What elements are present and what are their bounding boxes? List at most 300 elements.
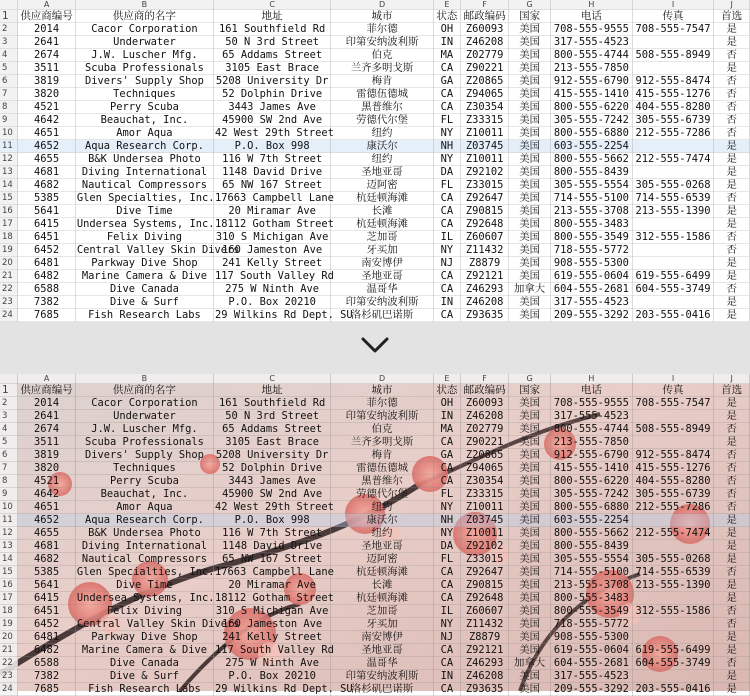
data-cell[interactable]: Z03745 — [461, 140, 509, 153]
data-cell[interactable]: Z92648 — [461, 218, 509, 231]
data-cell[interactable]: Cacor Corporation — [75, 23, 213, 36]
data-cell[interactable]: CA — [433, 218, 460, 231]
data-cell[interactable]: 是 — [714, 592, 750, 605]
data-cell[interactable]: 212-555-7474 — [632, 153, 714, 166]
data-cell[interactable]: 800-555-4744 — [551, 423, 633, 436]
data-cell[interactable]: Amor Aqua — [75, 127, 213, 140]
data-cell[interactable]: Z30354 — [461, 101, 509, 114]
data-cell[interactable]: 否 — [714, 618, 750, 631]
data-cell[interactable]: 杭廷顿海滩 — [331, 192, 434, 205]
data-cell[interactable]: 菲尔德 — [331, 23, 434, 36]
data-cell[interactable]: Z90221 — [461, 62, 509, 75]
data-cell[interactable]: 2674 — [18, 49, 76, 62]
data-cell[interactable]: P.O. Box 998 — [214, 140, 331, 153]
data-cell[interactable]: 800-555-3483 — [551, 218, 633, 231]
data-cell[interactable]: 杭廷顿海滩 — [331, 592, 434, 605]
data-cell[interactable]: Z94065 — [461, 462, 509, 475]
data-cell[interactable]: 是 — [714, 257, 750, 270]
data-cell[interactable]: Techniques — [75, 88, 213, 101]
data-cell[interactable]: P.O. Box 20210 — [214, 670, 331, 683]
data-cell[interactable]: 圣地亚哥 — [331, 540, 434, 553]
data-cell[interactable]: 908-555-5300 — [551, 631, 633, 644]
data-cell[interactable]: 310 S Michigan Ave — [214, 231, 331, 244]
data-cell[interactable]: 美国 — [509, 475, 551, 488]
data-cell[interactable]: 洛杉矶巴诺斯 — [331, 309, 434, 322]
data-cell[interactable]: 212-555-7286 — [632, 501, 714, 514]
data-cell[interactable]: 52 Dolphin Drive — [214, 462, 331, 475]
data-cell[interactable]: CA — [433, 205, 460, 218]
data-cell[interactable]: Glen Specialties, Inc. — [76, 191, 215, 204]
data-cell[interactable]: Z02779 — [461, 423, 509, 436]
data-cell[interactable]: NY — [433, 501, 460, 514]
data-cell[interactable]: J.W. Luscher Mfg. — [75, 423, 213, 436]
data-cell[interactable]: 5385 — [18, 566, 76, 579]
data-cell[interactable]: 161 Southfield Rd — [214, 23, 331, 36]
data-cell[interactable]: 317-555-4523 — [551, 36, 633, 49]
data-cell[interactable]: 65 Addams Street — [214, 423, 331, 436]
header-cell[interactable]: 国家 — [509, 10, 551, 23]
data-cell[interactable]: 美国 — [509, 231, 551, 244]
data-cell[interactable]: 6415 — [18, 592, 76, 605]
data-cell[interactable]: 温哥华 — [331, 283, 434, 296]
data-cell[interactable]: CA — [433, 644, 460, 657]
data-cell[interactable]: 美国 — [509, 166, 551, 179]
data-cell[interactable]: 800-555-3549 — [551, 605, 633, 618]
data-cell[interactable]: 南安博伊 — [331, 257, 434, 270]
row-number[interactable]: 8 — [0, 101, 18, 114]
data-cell[interactable]: Z46208 — [461, 36, 509, 49]
data-cell[interactable] — [632, 631, 714, 644]
data-cell[interactable]: 404-555-8280 — [632, 101, 714, 114]
data-cell[interactable]: MA — [433, 49, 460, 62]
data-cell[interactable]: 213-555-3708 — [551, 579, 633, 592]
column-header-i[interactable]: I — [632, 0, 714, 10]
row-number[interactable]: 17 — [0, 218, 18, 231]
row-number[interactable]: 19 — [0, 244, 18, 257]
row-number[interactable]: 4 — [0, 49, 18, 62]
data-cell[interactable]: 4651 — [18, 127, 76, 140]
data-cell[interactable]: Dive Time — [75, 579, 213, 592]
header-cell[interactable]: 供应商编号 — [18, 384, 76, 397]
header-cell[interactable]: 传真 — [632, 10, 714, 23]
header-cell[interactable]: 传真 — [632, 384, 714, 397]
data-cell[interactable]: 310 S Michigan Ave — [214, 605, 331, 618]
data-cell[interactable]: Dive Canada — [75, 283, 213, 296]
data-cell[interactable]: Z92647 — [461, 566, 509, 579]
data-cell[interactable]: 5641 — [18, 205, 76, 218]
header-cell[interactable]: 供应商编号 — [18, 10, 76, 23]
data-cell[interactable]: 是 — [714, 540, 750, 553]
data-cell[interactable]: B&K Undersea Photo — [75, 527, 213, 540]
data-cell[interactable]: 305-555-6739 — [632, 114, 714, 127]
data-cell[interactable] — [632, 410, 714, 423]
data-cell[interactable]: 415-555-1410 — [551, 88, 633, 101]
data-cell[interactable]: 305-555-7242 — [551, 114, 633, 127]
header-cell[interactable]: 首选 — [714, 10, 750, 23]
row-number[interactable]: 9 — [0, 114, 18, 127]
data-cell[interactable]: 梅肯 — [331, 75, 434, 88]
data-cell[interactable]: 是 — [714, 514, 750, 527]
data-cell[interactable]: 619-555-0604 — [551, 270, 633, 283]
row-number[interactable]: 7 — [0, 462, 18, 475]
data-cell[interactable] — [632, 670, 714, 683]
data-cell[interactable]: 菲尔德 — [331, 397, 434, 410]
data-cell[interactable]: 康沃尔 — [331, 140, 434, 153]
data-cell[interactable]: 800-555-4744 — [551, 49, 633, 62]
row-number[interactable]: 22 — [0, 657, 18, 670]
row-number[interactable]: 20 — [0, 257, 18, 270]
data-cell[interactable]: 美国 — [509, 270, 551, 283]
data-cell[interactable]: 619-555-6499 — [632, 644, 714, 657]
data-cell[interactable]: 708-555-7547 — [632, 397, 714, 410]
row-number[interactable]: 1 — [0, 384, 18, 397]
data-cell[interactable]: 7685 — [18, 683, 76, 696]
data-cell[interactable]: CA — [433, 101, 460, 114]
data-cell[interactable]: 800-555-3483 — [551, 592, 633, 605]
data-cell[interactable]: 美国 — [509, 49, 551, 62]
data-cell[interactable]: 714-555-6539 — [632, 566, 714, 579]
data-cell[interactable]: 29 Wilkins Rd Dept. SU — [215, 682, 353, 695]
data-cell[interactable]: 美国 — [509, 75, 551, 88]
data-cell[interactable]: Z33015 — [461, 553, 509, 566]
data-cell[interactable]: Felix Diving — [75, 231, 213, 244]
data-cell[interactable]: 604-555-3749 — [632, 283, 714, 296]
data-cell[interactable]: Z94065 — [461, 88, 509, 101]
column-header-a[interactable]: A — [18, 374, 76, 384]
column-header-j[interactable]: J — [714, 0, 750, 10]
data-cell[interactable]: 圣地亚哥 — [331, 270, 434, 283]
data-cell[interactable]: Scuba Professionals — [75, 436, 213, 449]
data-cell[interactable]: 是 — [714, 527, 750, 540]
data-cell[interactable]: 42 West 29th Street — [215, 500, 334, 513]
data-cell[interactable]: 6482 — [18, 270, 76, 283]
row-number[interactable]: 18 — [0, 605, 18, 618]
column-header-i[interactable]: I — [632, 374, 714, 384]
data-cell[interactable]: 1148 David Drive — [214, 166, 331, 179]
column-header-h[interactable]: H — [551, 374, 633, 384]
data-cell[interactable]: 美国 — [509, 514, 551, 527]
data-cell[interactable]: 912-555-8474 — [632, 75, 714, 88]
column-header-f[interactable]: F — [461, 374, 509, 384]
data-cell[interactable]: 912-555-6790 — [551, 449, 633, 462]
data-cell[interactable]: IN — [433, 410, 460, 423]
data-cell[interactable]: 800-555-6220 — [551, 475, 633, 488]
column-header-e[interactable]: E — [433, 374, 460, 384]
header-cell[interactable]: 供应商的名字 — [75, 384, 213, 397]
data-cell[interactable]: Z10011 — [461, 527, 509, 540]
data-cell[interactable]: 800-555-3549 — [551, 231, 633, 244]
data-cell[interactable]: 714-555-5100 — [551, 566, 633, 579]
data-cell[interactable]: 508-555-8949 — [632, 49, 714, 62]
data-cell[interactable]: 212-555-7286 — [632, 127, 714, 140]
data-cell[interactable]: 否 — [714, 192, 750, 205]
data-cell[interactable]: 否 — [714, 462, 750, 475]
data-cell[interactable]: 305-555-0268 — [632, 179, 714, 192]
data-cell[interactable]: Z33015 — [461, 179, 509, 192]
data-cell[interactable]: 6452 — [18, 618, 76, 631]
data-cell[interactable]: CA — [433, 579, 460, 592]
data-cell[interactable]: 415-555-1276 — [632, 462, 714, 475]
data-cell[interactable]: 160 Jameston Ave — [214, 244, 331, 257]
data-cell[interactable]: 纽约 — [331, 527, 434, 540]
data-cell[interactable]: Glen Specialties, Inc. — [76, 565, 215, 578]
data-cell[interactable]: Z60093 — [461, 23, 509, 36]
data-cell[interactable]: 南安博伊 — [331, 631, 434, 644]
data-cell[interactable]: Fish Research Labs — [75, 309, 213, 322]
data-cell[interactable]: 美国 — [509, 423, 551, 436]
data-cell[interactable]: 604-555-3749 — [632, 657, 714, 670]
data-cell[interactable]: 52 Dolphin Drive — [214, 88, 331, 101]
data-cell[interactable] — [632, 296, 714, 309]
data-cell[interactable]: 黑普维尔 — [331, 475, 434, 488]
data-cell[interactable]: 800-555-8439 — [551, 166, 633, 179]
data-cell[interactable]: NY — [433, 153, 460, 166]
data-cell[interactable]: CA — [433, 436, 460, 449]
data-cell[interactable]: 杭廷顿海滩 — [331, 566, 434, 579]
data-cell[interactable]: 45900 SW 2nd Ave — [214, 488, 331, 501]
data-cell[interactable]: 美国 — [509, 140, 551, 153]
data-cell[interactable]: 4642 — [18, 114, 76, 127]
column-header-j[interactable]: J — [714, 374, 750, 384]
data-cell[interactable]: 是 — [714, 309, 750, 322]
data-cell[interactable]: 203-555-0416 — [632, 683, 714, 696]
data-cell[interactable]: Fish Research Labs — [75, 683, 213, 696]
row-number[interactable]: 3 — [0, 36, 18, 49]
data-cell[interactable]: 800-555-5662 — [551, 153, 633, 166]
data-cell[interactable]: Z93635 — [461, 683, 509, 696]
row-number[interactable]: 13 — [0, 166, 18, 179]
data-cell[interactable]: 116 W 7th Street — [214, 527, 331, 540]
row-number[interactable]: 5 — [0, 436, 18, 449]
data-cell[interactable]: Z92102 — [461, 540, 509, 553]
data-cell[interactable]: 是 — [714, 553, 750, 566]
data-cell[interactable]: CA — [433, 683, 460, 696]
data-cell[interactable]: 迈阿密 — [331, 553, 434, 566]
data-cell[interactable]: 长滩 — [331, 205, 434, 218]
data-cell[interactable]: NH — [433, 140, 460, 153]
data-cell[interactable]: Perry Scuba — [75, 101, 213, 114]
data-cell[interactable]: Z11432 — [461, 244, 509, 257]
data-cell[interactable]: 160 Jameston Ave — [214, 618, 331, 631]
data-cell[interactable]: 415-555-1410 — [551, 462, 633, 475]
data-cell[interactable]: 4682 — [18, 553, 76, 566]
data-cell[interactable]: Diving International — [75, 540, 213, 553]
data-cell[interactable]: B&K Undersea Photo — [75, 153, 213, 166]
data-cell[interactable]: 否 — [714, 475, 750, 488]
data-cell[interactable]: 劳德代尔堡 — [331, 488, 434, 501]
data-cell[interactable]: 黑普维尔 — [331, 101, 434, 114]
data-cell[interactable]: 4652 — [18, 514, 76, 527]
data-cell[interactable]: NJ — [433, 257, 460, 270]
data-cell[interactable]: 6482 — [18, 644, 76, 657]
data-cell[interactable]: 否 — [714, 75, 750, 88]
data-cell[interactable]: Undersea Systems, Inc. — [76, 591, 215, 604]
data-cell[interactable]: 718-555-5772 — [551, 618, 633, 631]
data-cell[interactable]: 4652 — [18, 140, 76, 153]
data-cell[interactable]: CA — [433, 192, 460, 205]
data-cell[interactable]: 是 — [714, 205, 750, 218]
data-cell[interactable]: FL — [433, 553, 460, 566]
data-cell[interactable]: Central Valley Skin Divers — [76, 617, 240, 630]
data-cell[interactable]: GA — [433, 449, 460, 462]
data-cell[interactable]: 美国 — [509, 683, 551, 696]
data-cell[interactable]: Techniques — [75, 462, 213, 475]
data-cell[interactable]: 714-555-6539 — [632, 192, 714, 205]
data-cell[interactable]: 否 — [714, 488, 750, 501]
data-cell[interactable]: 美国 — [509, 114, 551, 127]
data-cell[interactable]: IN — [433, 36, 460, 49]
data-cell[interactable]: 6451 — [18, 605, 76, 618]
data-cell[interactable]: 404-555-8280 — [632, 475, 714, 488]
select-all-corner[interactable] — [0, 0, 18, 10]
row-number[interactable]: 9 — [0, 488, 18, 501]
row-number[interactable]: 3 — [0, 410, 18, 423]
header-cell[interactable]: 城市 — [331, 10, 434, 23]
data-cell[interactable]: Underwater — [75, 36, 213, 49]
row-number[interactable]: 21 — [0, 644, 18, 657]
data-cell[interactable]: 美国 — [509, 127, 551, 140]
data-cell[interactable]: 美国 — [509, 36, 551, 49]
data-cell[interactable]: 117 South Valley Rd — [215, 269, 334, 282]
data-cell[interactable]: Z60607 — [461, 231, 509, 244]
data-cell[interactable]: 否 — [714, 127, 750, 140]
row-number[interactable]: 20 — [0, 631, 18, 644]
data-cell[interactable]: 否 — [714, 244, 750, 257]
data-cell[interactable]: FL — [433, 114, 460, 127]
data-cell[interactable]: 4521 — [18, 475, 76, 488]
data-cell[interactable]: 275 W Ninth Ave — [214, 657, 331, 670]
data-cell[interactable]: 4655 — [18, 153, 76, 166]
data-cell[interactable]: 708-555-7547 — [632, 23, 714, 36]
column-header-c[interactable]: C — [214, 0, 331, 10]
data-cell[interactable]: 241 Kelly Street — [214, 257, 331, 270]
column-header-c[interactable]: C — [214, 374, 331, 384]
data-cell[interactable]: 美国 — [509, 218, 551, 231]
data-cell[interactable]: Scuba Professionals — [75, 62, 213, 75]
row-number[interactable]: 15 — [0, 566, 18, 579]
data-cell[interactable]: 圣地亚哥 — [331, 166, 434, 179]
data-cell[interactable]: 800-555-6220 — [551, 101, 633, 114]
data-cell[interactable]: 209-555-3292 — [551, 309, 633, 322]
data-cell[interactable]: Z10011 — [461, 153, 509, 166]
row-number[interactable]: 11 — [0, 140, 18, 153]
data-cell[interactable]: DA — [433, 540, 460, 553]
data-cell[interactable]: FL — [433, 488, 460, 501]
data-cell[interactable]: Z33315 — [461, 488, 509, 501]
data-cell[interactable]: 美国 — [509, 631, 551, 644]
row-number[interactable]: 16 — [0, 205, 18, 218]
data-cell[interactable]: 美国 — [509, 397, 551, 410]
data-cell[interactable]: IN — [433, 670, 460, 683]
data-cell[interactable]: 美国 — [509, 62, 551, 75]
data-cell[interactable]: 美国 — [509, 566, 551, 579]
data-cell[interactable]: Nautical Compressors — [75, 179, 213, 192]
data-cell[interactable]: OH — [433, 397, 460, 410]
data-cell[interactable]: NJ — [433, 631, 460, 644]
data-cell[interactable]: Z46208 — [461, 670, 509, 683]
data-cell[interactable]: P.O. Box 20210 — [214, 296, 331, 309]
data-cell[interactable]: Z92102 — [461, 166, 509, 179]
data-cell[interactable] — [632, 140, 714, 153]
data-cell[interactable]: Z11432 — [461, 618, 509, 631]
data-cell[interactable]: 305-555-7242 — [551, 488, 633, 501]
data-cell[interactable]: 203-555-0416 — [632, 309, 714, 322]
data-cell[interactable]: 7685 — [18, 309, 76, 322]
data-cell[interactable]: 3443 James Ave — [214, 475, 331, 488]
data-cell[interactable]: 2014 — [18, 397, 76, 410]
data-cell[interactable]: 是 — [714, 62, 750, 75]
data-cell[interactable]: 29 Wilkins Rd Dept. SU — [215, 308, 353, 321]
data-cell[interactable]: 508-555-8949 — [632, 423, 714, 436]
data-cell[interactable]: 213-555-7850 — [551, 62, 633, 75]
data-cell[interactable]: Z92648 — [461, 592, 509, 605]
data-cell[interactable]: CA — [433, 283, 460, 296]
data-cell[interactable]: 纽约 — [331, 501, 434, 514]
data-cell[interactable]: 17663 Campbell Lane — [215, 565, 334, 578]
data-cell[interactable]: 美国 — [509, 257, 551, 270]
data-cell[interactable]: DA — [433, 166, 460, 179]
data-cell[interactable]: 否 — [714, 449, 750, 462]
data-cell[interactable]: 印第安纳波利斯 — [331, 36, 434, 49]
column-header-d[interactable]: D — [331, 0, 434, 10]
row-number[interactable]: 15 — [0, 192, 18, 205]
header-cell[interactable]: 地址 — [214, 10, 331, 23]
data-cell[interactable]: 是 — [714, 644, 750, 657]
row-number[interactable]: 5 — [0, 62, 18, 75]
data-cell[interactable]: Dive & Surf — [75, 670, 213, 683]
data-cell[interactable]: 伯克 — [331, 49, 434, 62]
data-cell[interactable]: 兰齐多明戈斯 — [331, 436, 434, 449]
row-number[interactable]: 23 — [0, 296, 18, 309]
data-cell[interactable]: 加拿大 — [509, 283, 551, 296]
data-cell[interactable]: 305-555-6739 — [632, 488, 714, 501]
data-cell[interactable]: 213-555-1390 — [632, 579, 714, 592]
data-cell[interactable]: Aqua Research Corp. — [75, 140, 213, 153]
data-cell[interactable]: 718-555-5772 — [551, 244, 633, 257]
data-cell[interactable]: 是 — [714, 670, 750, 683]
data-cell[interactable]: 美国 — [509, 449, 551, 462]
data-cell[interactable]: 275 W Ninth Ave — [214, 283, 331, 296]
data-cell[interactable]: 4642 — [18, 488, 76, 501]
data-cell[interactable]: 是 — [714, 270, 750, 283]
data-cell[interactable]: Z20865 — [461, 449, 509, 462]
data-cell[interactable]: 6415 — [18, 218, 76, 231]
data-cell[interactable]: NH — [433, 514, 460, 527]
data-cell[interactable]: 是 — [714, 410, 750, 423]
data-cell[interactable]: CA — [433, 566, 460, 579]
data-cell[interactable]: 是 — [714, 296, 750, 309]
data-cell[interactable]: 温哥华 — [331, 657, 434, 670]
data-cell[interactable]: Dive Time — [75, 205, 213, 218]
data-cell[interactable]: 800-555-6880 — [551, 127, 633, 140]
column-header-g[interactable]: G — [509, 374, 551, 384]
data-cell[interactable]: 是 — [714, 436, 750, 449]
data-cell[interactable]: 是 — [714, 579, 750, 592]
data-cell[interactable]: Z90815 — [461, 205, 509, 218]
data-cell[interactable]: 317-555-4523 — [551, 410, 633, 423]
row-number[interactable]: 8 — [0, 475, 18, 488]
data-cell[interactable]: 雷德伍德城 — [331, 462, 434, 475]
data-cell[interactable] — [632, 618, 714, 631]
data-cell[interactable]: 美国 — [509, 540, 551, 553]
header-cell[interactable]: 电话 — [551, 384, 633, 397]
header-cell[interactable]: 电话 — [551, 10, 633, 23]
data-cell[interactable]: CA — [433, 309, 460, 322]
data-cell[interactable]: 312-555-1586 — [632, 605, 714, 618]
data-cell[interactable]: 兰齐多明戈斯 — [331, 62, 434, 75]
data-cell[interactable]: 305-555-5554 — [551, 553, 633, 566]
data-cell[interactable]: NY — [433, 618, 460, 631]
